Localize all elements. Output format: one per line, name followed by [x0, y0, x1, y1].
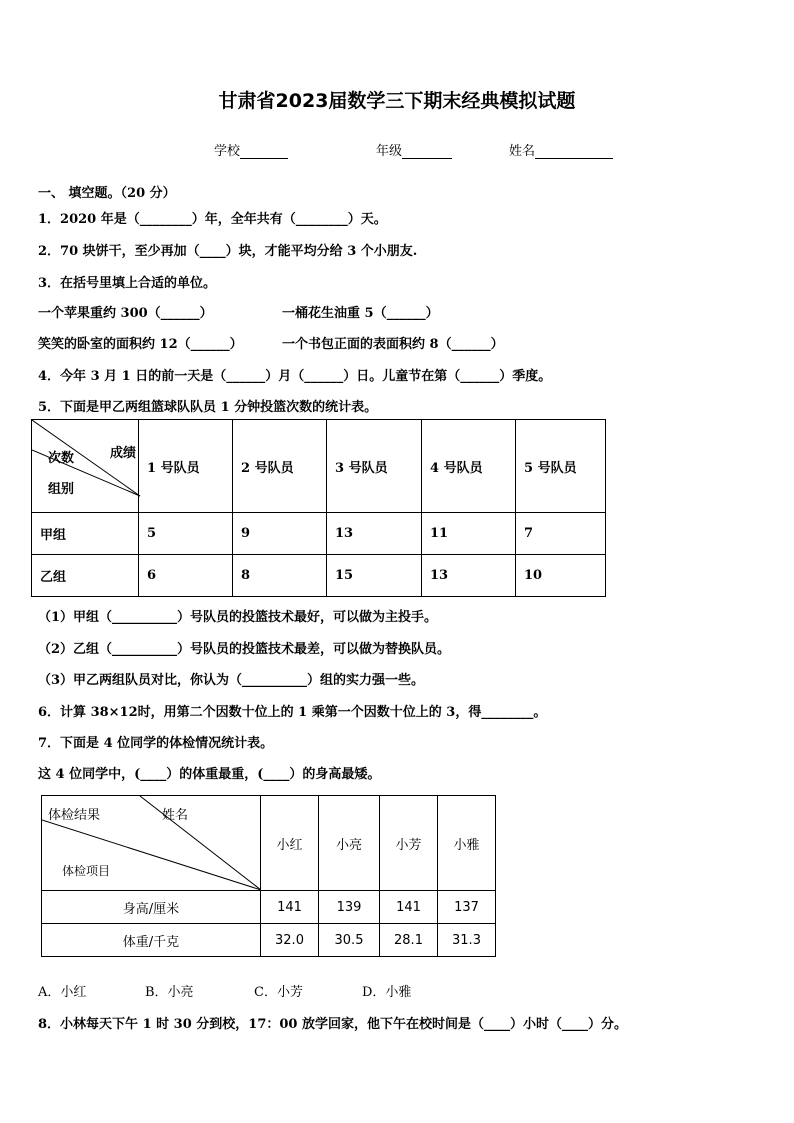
option-a[interactable]: A．小红 [38, 985, 87, 1000]
table-cell: 11 [422, 513, 516, 555]
diagonal-lines [32, 420, 147, 512]
question-4: 4．今年 3 月 1 日的前一天是（______）月（______）日。儿童节在第（______）季度。 [38, 369, 552, 384]
question-8: 8．小林每天下午 1 时 30 分到校，17：00 放学回家，他下午在校时间是（____）小时（____）分。 [38, 1017, 627, 1032]
column-header: 5 号队员 [516, 420, 606, 513]
table-cell: 141 [261, 891, 319, 924]
row-label: 乙组 [32, 555, 139, 597]
grade-blank[interactable] [402, 144, 452, 159]
question-3-c: 笑笑的卧室的面积约 12（______） [38, 337, 243, 352]
name-label: 姓名 [509, 144, 536, 159]
question-3-d: 一个书包正面的表面积约 8（______） [282, 337, 504, 352]
corner-label-bottom: 组别 [48, 482, 75, 497]
question-3: 3．在括号里填上合适的单位。 [38, 276, 217, 291]
column-header: 4 号队员 [422, 420, 516, 513]
option-b[interactable]: B．小亮 [145, 985, 194, 1000]
table-row [42, 891, 496, 924]
question-5-2: （2）乙组（__________）号队员的投篮技术最差，可以做为替换队员。 [38, 642, 451, 657]
team-score-table [31, 419, 606, 597]
option-c[interactable]: C．小芳 [254, 985, 303, 1000]
corner-label-top-left: 体检结果 [48, 808, 101, 823]
table-row [42, 796, 496, 891]
corner-label-top: 成绩 [110, 446, 137, 461]
table-cell: 13 [327, 513, 422, 555]
table-cell: 30.5 [319, 924, 380, 957]
section-heading: 一、 填空题。（20 分） [38, 186, 176, 201]
diagonal-corner-cell [32, 420, 139, 513]
table-cell: 8 [233, 555, 327, 597]
question-2: 2．70 块饼干，至少再加（____）块，才能平均分给 3 个小朋友. [38, 244, 418, 259]
table-row [32, 555, 606, 597]
question-6: 6．计算 38×12时，用第二个因数十位上的 1 乘第一个因数十位上的 3，得________。 [38, 705, 547, 720]
page-title: 甘肃省2023届数学三下期末经典模拟试题 [218, 90, 576, 112]
column-header: 3 号队员 [327, 420, 422, 513]
grade-label: 年级 [376, 144, 403, 159]
table-cell: 7 [516, 513, 606, 555]
corner-label-mid: 次数 [48, 451, 75, 466]
table-cell: 139 [319, 891, 380, 924]
table-row [32, 420, 606, 513]
diagonal-corner-cell [42, 796, 261, 891]
corner-label-bottom: 体检项目 [62, 864, 111, 878]
column-header: 2 号队员 [233, 420, 327, 513]
school-label: 学校 [214, 144, 241, 159]
question-5: 5．下面是甲乙两组篮球队队员 1 分钟投篮次数的统计表。 [38, 400, 378, 415]
grade-field [376, 140, 452, 159]
option-d[interactable]: D．小雅 [362, 985, 412, 1000]
table-cell: 137 [438, 891, 496, 924]
question-7-prompt: 这 4 位同学中，(____）的体重最重，(____）的身高最矮。 [38, 767, 381, 782]
table-cell: 28.1 [380, 924, 438, 957]
table-cell: 5 [139, 513, 233, 555]
question-3-b: 一桶花生油重 5（______） [282, 306, 439, 321]
table-cell: 10 [516, 555, 606, 597]
column-header: 小亮 [319, 796, 380, 891]
column-header: 1 号队员 [139, 420, 233, 513]
row-label: 体重/千克 [42, 924, 261, 957]
table-row [42, 924, 496, 957]
question-3-a: 一个苹果重约 300（______） [38, 306, 213, 321]
health-check-table [41, 795, 496, 957]
table-cell: 6 [139, 555, 233, 597]
question-5-3: （3）甲乙两组队员对比，你认为（__________）组的实力强一些。 [38, 673, 425, 688]
table-cell: 32.0 [261, 924, 319, 957]
row-label: 身高/厘米 [42, 891, 261, 924]
table-cell: 13 [422, 555, 516, 597]
column-header: 小雅 [438, 796, 496, 891]
column-header: 小红 [261, 796, 319, 891]
question-5-1: （1）甲组（__________）号队员的投篮技术最好，可以做为主投手。 [38, 610, 438, 625]
corner-label-top-right: 姓名 [162, 808, 189, 823]
table-cell: 141 [380, 891, 438, 924]
column-header: 小芳 [380, 796, 438, 891]
name-blank[interactable] [535, 144, 613, 159]
table-row [32, 513, 606, 555]
question-7: 7．下面是 4 位同学的体检情况统计表。 [38, 736, 274, 751]
table-cell: 15 [327, 555, 422, 597]
table-cell: 31.3 [438, 924, 496, 957]
row-label: 甲组 [32, 513, 139, 555]
school-blank[interactable] [240, 144, 288, 159]
table-cell: 9 [233, 513, 327, 555]
question-1: 1．2020 年是（________）年，全年共有（________）天。 [38, 212, 387, 227]
name-field [509, 140, 613, 159]
school-field [214, 140, 288, 159]
